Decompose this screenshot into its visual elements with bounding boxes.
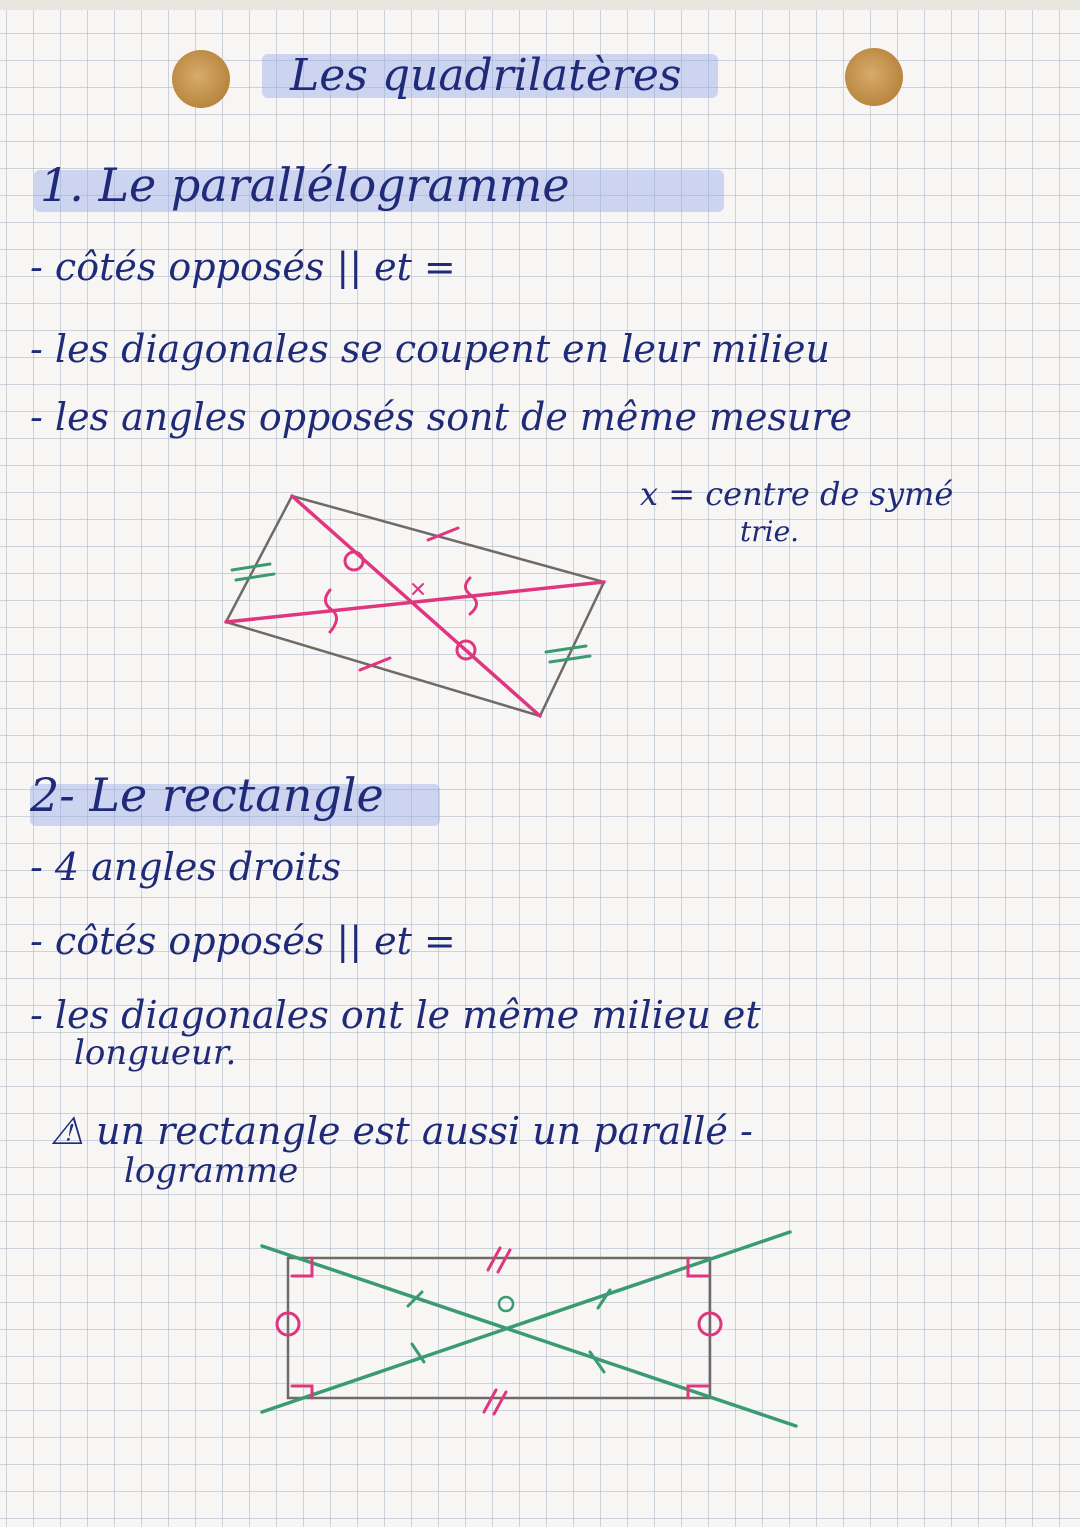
rectangle-warning-line2: logramme <box>124 1151 299 1191</box>
section2-item-3: - les diagonales ont le même milieu et <box>30 993 761 1037</box>
symmetry-note-line2: trie. <box>740 515 800 548</box>
section1-item-2: - les diagonales se coupent en leur milieu <box>30 327 831 371</box>
section1-item-1: - côtés opposés || et = <box>30 245 456 289</box>
section2-item-3-cont: longueur. <box>74 1033 237 1073</box>
section1-heading: 1. Le parallélogramme <box>40 158 570 212</box>
symmetry-note-line1: x = centre de symé <box>640 475 954 513</box>
center-mark-circle <box>499 1297 513 1311</box>
rectangle-warning-line1: ⚠ un rectangle est aussi un parallé - <box>50 1109 753 1153</box>
section1-item-3: - les angles opposés sont de même mesure <box>30 395 853 439</box>
section2-item-2: - côtés opposés || et = <box>30 919 456 963</box>
section2-heading: 2- Le rectangle <box>30 768 384 822</box>
section2-item-1: - 4 angles droits <box>30 845 342 889</box>
diagonal-tick-2 <box>598 1290 610 1308</box>
top-double-slash-2 <box>498 1250 510 1272</box>
page-title: Les quadrilatères <box>290 50 682 101</box>
bottom-double-slash-1 <box>484 1390 496 1412</box>
bottom-double-slash-2 <box>494 1392 506 1414</box>
